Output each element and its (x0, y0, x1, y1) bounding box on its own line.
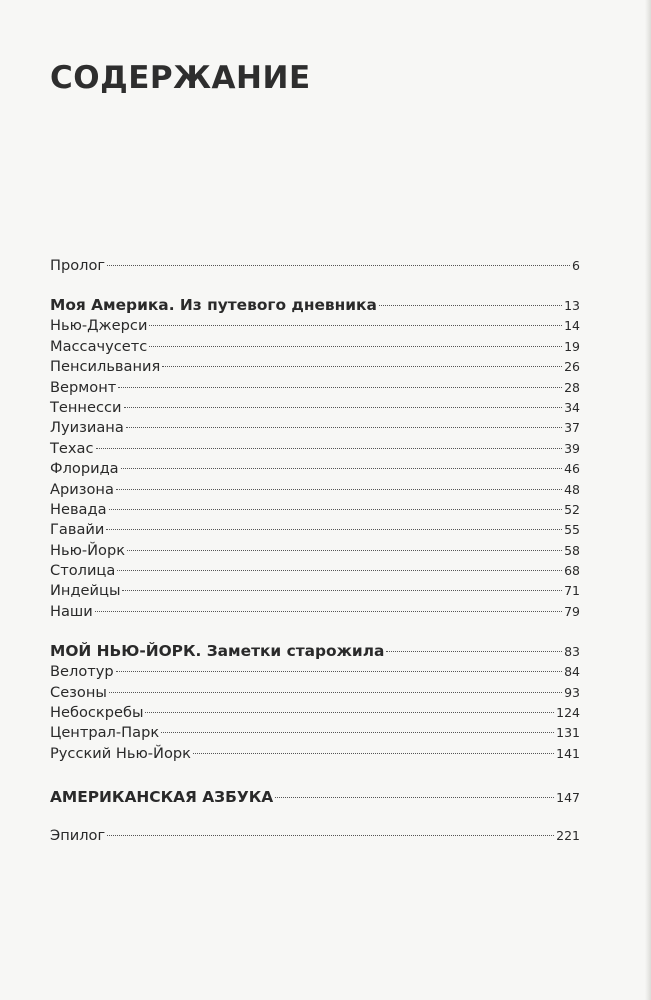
toc-entry-page: 84 (564, 664, 580, 680)
toc-section-label: АМЕРИКАНСКАЯ АЗБУКА (50, 788, 274, 807)
toc-entry-label: Сезоны (50, 683, 107, 701)
toc-entry-page: 71 (564, 583, 580, 599)
toc-entry-label: Нью-Джерси (50, 317, 148, 335)
dot-leader (145, 712, 554, 713)
toc-entry[interactable] (50, 561, 580, 581)
toc-entry-label: Флорида (50, 460, 119, 478)
toc-entry-label: Луизиана (50, 419, 124, 437)
toc-section-label: Моя Америка. Из путевого дневника (50, 296, 377, 315)
toc-entry-page: 19 (564, 338, 580, 354)
dot-leader (149, 325, 562, 326)
toc-entry-page: 46 (564, 461, 580, 477)
toc-entry-page: 26 (564, 359, 580, 375)
toc-section-page: 147 (556, 790, 580, 806)
toc-entry-page: 55 (564, 522, 580, 538)
toc-entry[interactable] (50, 744, 580, 764)
dot-leader (96, 448, 563, 449)
toc-entry[interactable] (50, 541, 580, 561)
toc-entry[interactable] (50, 703, 580, 723)
toc-entry-page: 141 (556, 745, 580, 761)
toc-entry[interactable] (50, 418, 580, 438)
toc-entry-label: Теннесси (50, 398, 122, 416)
toc-section-heading[interactable] (50, 640, 580, 662)
dot-leader (116, 671, 562, 672)
toc-entry[interactable] (50, 520, 580, 540)
toc-entry[interactable] (50, 357, 580, 377)
dot-leader (109, 692, 562, 693)
toc-entry-label: Столица (50, 562, 116, 580)
dot-leader (109, 509, 563, 510)
toc-entry[interactable] (50, 316, 580, 336)
dot-leader (117, 570, 562, 571)
toc-entry-page: 131 (556, 725, 580, 741)
toc-entry-page: 124 (556, 705, 580, 721)
dot-leader (107, 265, 570, 266)
toc-entry-page: 52 (564, 501, 580, 517)
toc-entry-page: 48 (564, 481, 580, 497)
toc-entry[interactable] (50, 683, 580, 703)
toc-entry-page: 37 (564, 420, 580, 436)
dot-leader (116, 489, 562, 490)
toc-entry-label: Невада (50, 500, 107, 518)
toc-entry-page: 58 (564, 542, 580, 558)
toc-entry-page: 93 (564, 684, 580, 700)
table-of-contents (50, 256, 580, 847)
toc-entry-page: 14 (564, 318, 580, 334)
toc-entry-epilogue[interactable] (50, 826, 580, 846)
dot-leader (162, 366, 562, 367)
toc-entry[interactable] (50, 723, 580, 743)
toc-section-heading[interactable] (50, 786, 580, 808)
toc-entry-page: 221 (556, 828, 580, 844)
toc-entry[interactable] (50, 378, 580, 398)
dot-leader (379, 305, 562, 306)
toc-entry-label: Централ-Парк (50, 724, 160, 742)
dot-leader (118, 387, 562, 388)
toc-entry-label: Аризона (50, 480, 114, 498)
dot-leader (107, 835, 554, 836)
dot-leader (95, 611, 562, 612)
toc-section-label: МОЙ НЬЮ-ЙОРК. Заметки старожила (50, 642, 385, 661)
toc-entry[interactable] (50, 398, 580, 418)
toc-entry[interactable] (50, 662, 580, 682)
dot-leader (127, 550, 562, 551)
section-2-list (50, 662, 580, 764)
dot-leader (121, 468, 562, 469)
toc-entry[interactable] (50, 480, 580, 500)
dot-leader (161, 732, 554, 733)
toc-entry[interactable] (50, 439, 580, 459)
toc-entry[interactable] (50, 337, 580, 357)
toc-entry-label: Русский Нью-Йорк (50, 744, 191, 762)
toc-entry-label: Пенсильвания (50, 358, 161, 376)
toc-entry-label: Гавайи (50, 521, 105, 539)
dot-leader (124, 407, 563, 408)
toc-section-page: 83 (564, 644, 580, 660)
toc-entry-page: 6 (572, 258, 580, 273)
toc-entry-page: 34 (564, 399, 580, 415)
toc-entry-label: Пролог (50, 257, 106, 274)
toc-entry[interactable] (50, 581, 580, 601)
toc-entry-label: Техас (50, 439, 94, 457)
dot-leader (149, 346, 562, 347)
toc-entry-label: Массачусетс (50, 337, 148, 355)
dot-leader (275, 797, 554, 798)
toc-entry-page: 68 (564, 563, 580, 579)
toc-entry-label: Вермонт (50, 378, 117, 396)
toc-entry-label: Наши (50, 602, 93, 620)
toc-entry-prologue[interactable] (50, 256, 580, 276)
dot-leader (106, 529, 562, 530)
toc-entry[interactable] (50, 500, 580, 520)
toc-entry[interactable] (50, 459, 580, 479)
toc-entry-label: Эпилог (50, 827, 106, 845)
toc-section-heading[interactable] (50, 294, 580, 316)
toc-entry-page: 79 (564, 603, 580, 619)
toc-entry[interactable] (50, 602, 580, 622)
toc-entry-label: Индейцы (50, 582, 121, 600)
toc-entry-label: Велотур (50, 663, 114, 681)
toc-section-page: 13 (564, 298, 580, 314)
page-edge-shadow (645, 0, 651, 1000)
page-title: СОДЕРЖАНИЕ (50, 60, 311, 96)
toc-entry-page: 39 (564, 440, 580, 456)
toc-entry-label: Нью-Йорк (50, 541, 126, 559)
section-1-list (50, 316, 580, 622)
dot-leader (386, 651, 562, 652)
toc-entry-page: 28 (564, 379, 580, 395)
dot-leader (193, 753, 554, 754)
dot-leader (126, 427, 562, 428)
toc-entry-label: Небоскребы (50, 704, 144, 722)
dot-leader (122, 590, 562, 591)
